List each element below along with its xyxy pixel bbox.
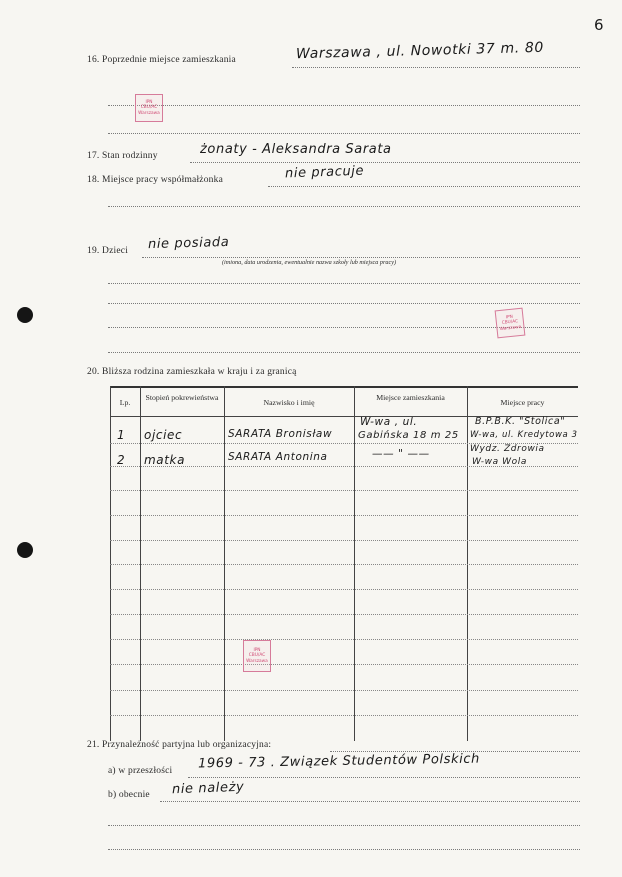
field-21-label: 21. Przynależność partyjna lub organizacyjna: <box>87 740 272 750</box>
archive-stamp: IPN CBU/AC Warszawa <box>135 94 163 122</box>
field-21a-line <box>188 777 580 778</box>
header-name: Nazwisko i imię <box>263 398 315 407</box>
field-21-line-3 <box>108 849 580 850</box>
header-work: Miejsce pracy <box>500 398 545 407</box>
archive-stamp: IPN CBU/AC Warszawa <box>495 308 526 339</box>
field-21b-label: b) obecnie <box>108 790 150 800</box>
field-18-line-2 <box>108 206 580 207</box>
field-18-line <box>268 186 580 187</box>
document-page: 6 16. Poprzednie miejsce zamieszkania Warszawa , ul. Nowotki 37 m. 80 IPN CBU/AC Warszawa 17. Stan rodzinny żonaty - Aleksandra Sarata 18. Miejsce pracy współmałżonka nie pracuje 19. Dzieci nie posiada (imiona, data urodzenia, ewentualnie nazwa szkoły lub miejsca pracy) IPN CBU/AC Warszawa 20. Bliższa rodzina zamieszkała w kraju i za granicą Lp. Stopień pokrewieństwa Nazwisko i imię Miejsce zamieszkania Miejsce pracy 1 ojciec SARATA Bronisław W-wa , ul. Gabińska 18 m 25 B.P.B.K. "Stolica" W-wa, ul. Kredytowa 3 2 matka SARATA Antonina —— " —— Wydz. Zdrowia W-wa Wola IPN CBU/AC Warszawa 21. Przynależność partyjna lub organizacyjna: a) w przeszłości 1969 - 73 . Związek Studentów Polskich b) obecnie nie należy <box>0 0 622 877</box>
punch-hole-bottom <box>17 542 33 558</box>
field-18-label: 18. Miejsce pracy współmałżonka <box>87 175 223 185</box>
field-19-line-3 <box>108 303 580 304</box>
header-address: Miejsce zamieszkania <box>376 393 445 402</box>
field-19-hint: (imiona, data urodzenia, ewentualnie nazwa szkoły lub miejsca pracy) <box>222 259 397 266</box>
field-19-line-2 <box>108 283 580 284</box>
field-19-value: nie posiada <box>147 234 230 253</box>
field-20-label: 20. Bliższa rodzina zamieszkała w kraju i za granicą <box>87 367 297 377</box>
field-21-line-2 <box>108 825 580 826</box>
header-lp: Lp. <box>119 398 131 407</box>
punch-hole-top <box>17 307 33 323</box>
page-number: 6 <box>594 16 605 34</box>
field-17-value: żonaty - Aleksandra Sarata <box>200 142 392 157</box>
field-19-line <box>142 257 580 258</box>
field-17-line <box>190 162 580 163</box>
field-21a-label: a) w przeszłości <box>108 766 173 776</box>
field-21b-value: nie należy <box>171 779 245 798</box>
archive-stamp: IPN CBU/AC Warszawa <box>243 640 271 672</box>
field-16-value: Warszawa , ul. Nowotki 37 m. 80 <box>295 39 545 63</box>
field-16-label: 16. Poprzednie miejsce zamieszkania <box>87 55 236 65</box>
field-16-line <box>292 67 580 68</box>
field-16-line-2 <box>108 105 580 106</box>
field-21a-value: 1969 - 73 . Związek Studentów Polskich <box>197 751 481 772</box>
field-18-value: nie pracuje <box>284 163 365 182</box>
field-21b-line <box>160 801 580 802</box>
field-19-line-5 <box>108 352 580 353</box>
field-19-label: 19. Dzieci <box>87 246 129 256</box>
field-17-label: 17. Stan rodzinny <box>87 151 158 161</box>
header-relation: Stopień pokrewieństwa <box>145 393 219 402</box>
field-16-line-3 <box>108 133 580 134</box>
